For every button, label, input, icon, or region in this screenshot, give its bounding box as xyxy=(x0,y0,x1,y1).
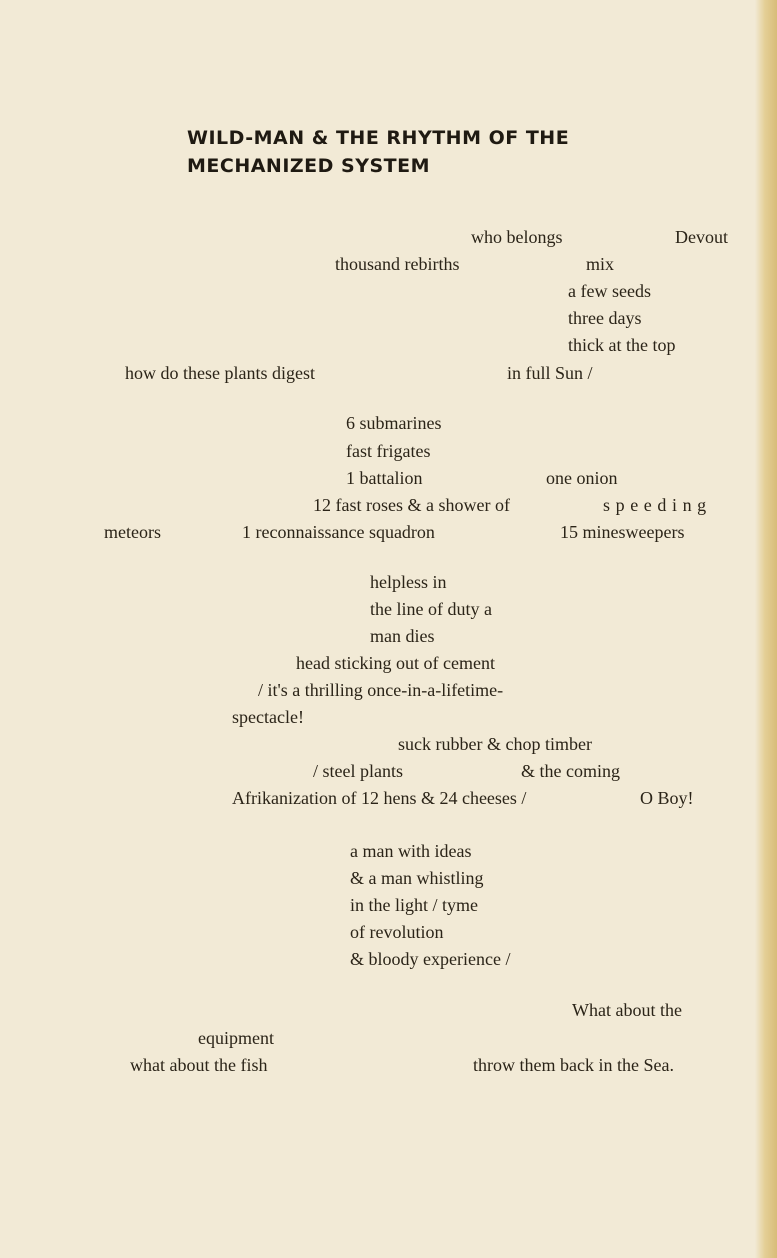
verse-one-onion: one onion xyxy=(546,468,618,488)
verse-speeding: speeding xyxy=(603,495,712,515)
verse-what-about-the-fish: what about the fish xyxy=(130,1055,268,1075)
title-line-2: MECHANIZED SYSTEM xyxy=(187,155,431,177)
verse-head-sticking: head sticking out of cement xyxy=(296,653,495,673)
verse-battalion: 1 battalion xyxy=(346,468,423,488)
verse-o-boy: O Boy! xyxy=(640,788,694,808)
verse-spectacle: spectacle! xyxy=(232,707,304,727)
verse-what-about-the: What about the xyxy=(572,1000,682,1020)
verse-of-revolution: of revolution xyxy=(350,922,444,942)
verse-thrilling: / it's a thrilling once-in-a-lifetime- xyxy=(258,680,504,700)
verse-who-belongs: who belongs xyxy=(471,227,563,247)
verse-helpless-in: helpless in xyxy=(370,572,447,592)
verse-the-coming: & the coming xyxy=(521,761,620,781)
verse-line-of-duty: the line of duty a xyxy=(370,599,492,619)
verse-man-dies: man dies xyxy=(370,626,435,646)
verse-thick-at-the-top: thick at the top xyxy=(568,335,676,355)
verse-mix: mix xyxy=(586,254,615,274)
poem-title xyxy=(187,124,569,180)
verse-suck-rubber: suck rubber & chop timber xyxy=(398,734,592,754)
verse-fast-roses: 12 fast roses & a shower of xyxy=(313,495,510,515)
verse-fast-frigates: fast frigates xyxy=(346,441,431,461)
verse-afrikanization: Afrikanization of 12 hens & 24 cheeses / xyxy=(232,788,527,808)
verse-meteors: meteors xyxy=(104,522,161,542)
verse-throw-them-back: throw them back in the Sea. xyxy=(473,1055,674,1075)
title-line-1: WILD-MAN & THE RHYTHM OF THE xyxy=(187,127,570,149)
verse-man-whistling: & a man whistling xyxy=(350,868,484,888)
verse-minesweepers: 15 minesweepers xyxy=(560,522,685,542)
verse-in-full-sun: in full Sun / xyxy=(507,363,593,383)
verse-thousand-rebirths: thousand rebirths xyxy=(335,254,460,274)
verse-devout: Devout xyxy=(675,227,728,247)
verse-reconnaissance: 1 reconnaissance squadron xyxy=(242,522,435,542)
verse-man-with-ideas: a man with ideas xyxy=(350,841,472,861)
verse-equipment: equipment xyxy=(198,1028,274,1048)
verse-three-days: three days xyxy=(568,308,642,328)
verse-a-few-seeds: a few seeds xyxy=(568,281,651,301)
verse-in-the-light: in the light / tyme xyxy=(350,895,478,915)
verse-plants-digest: how do these plants digest xyxy=(125,363,315,383)
verse-submarines: 6 submarines xyxy=(346,413,442,433)
verse-bloody-experience: & bloody experience / xyxy=(350,949,511,969)
page-edge xyxy=(755,0,777,1258)
verse-steel-plants: / steel plants xyxy=(313,761,403,781)
